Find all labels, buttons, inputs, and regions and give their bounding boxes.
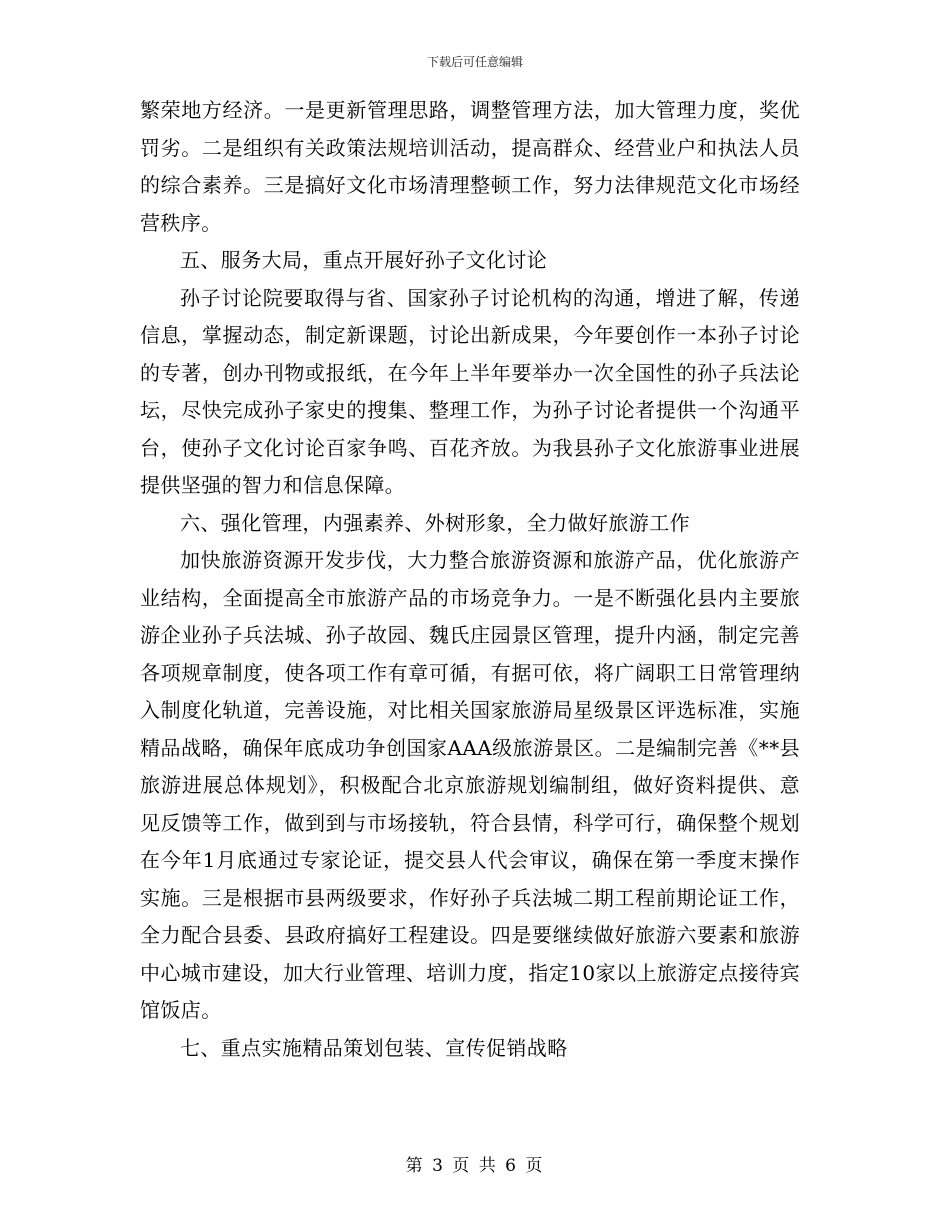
page-header: 下载后可任意编辑 — [426, 55, 523, 69]
paragraph-1: 繁荣地方经济。一是更新管理思路，调整管理方法，加大管理力度，奖优罚劣。二是组织有关政策法规培训活动，提高群众、经营业户和执法人员的综合素养。三是搞好文化市场清理整顿工作，努力法律规范文化市场经营秩序。 — [140, 98, 800, 235]
section-heading-6: 六、强化管理，内强素养、外树形象，全力做好旅游工作 — [180, 510, 690, 535]
section-heading-5: 五、服务大局，重点开展好孙子文化讨论 — [180, 248, 548, 272]
section-heading-7: 七、重点实施精品策划包装、宣传促销战略 — [180, 1035, 568, 1060]
document-body — [140, 92, 800, 1067]
paragraph-2: 孙子讨论院要取得与省、国家孙子讨论机构的沟通，增进了解，传递信息，掌握动态，制定新课题，讨论出新成果，今年要创作一本孙子讨论的专著，创办刊物或报纸，在今年上半年要举办一次全国性的孙子兵法论坛，尽快完成孙子家史的搜集、整理工作，为孙子讨论者提供一个沟通平台，使孙子文化讨论百家争鸣、百花齐放。为我县孙子文化旅游事业进展提供坚强的智力和信息保障。 — [140, 285, 800, 497]
paragraph-3: 加快旅游资源开发步伐，大力整合旅游资源和旅游产品，优化旅游产业结构，全面提高全市旅游产品的市场竞争力。一是不断强化县内主要旅游企业孙子兵法城、孙子故园、魏氏庄园景区管理，提升内涵，制定完善各项规章制度，使各项工作有章可循，有据可依，将广阔职工日常管理纳入制度化轨道，完善设施，对比相关国家旅游局星级景区评选标准，实施精品战略，确保年底成功争创国家AAA级旅游景区。二是编制完善《**县旅游进展总体规划》，积极配合北京旅游规划编制组，做好资料提供、意见反馈等工作，做到到与市场接轨，符合县情，科学可行，确保整个规划在今年1月底通过专家论证，提交县人代会审议，确保在第一季度末操作实施。三是根据市县两级要求，作好孙子兵法城二期工程前期论证工作，全力配合县委、县政府搞好工程建设。四是要继续做好旅游六要素和旅游中心城市建设，加大行业管理、培训力度，指定10家以上旅游定点接待宾馆饭店。 — [140, 548, 800, 1022]
page-footer: 第 3 页 共 6 页 — [405, 1156, 545, 1176]
